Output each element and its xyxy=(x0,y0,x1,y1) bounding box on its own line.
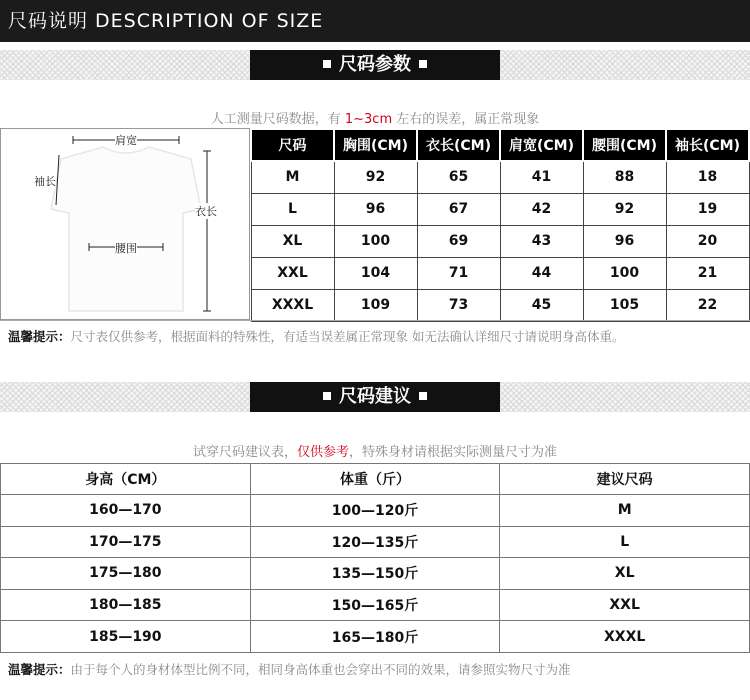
column-header: 体重（斤） xyxy=(250,464,500,495)
table-cell: 42 xyxy=(500,193,583,225)
size-tip: 温馨提示：尺寸表仅供参考，根据面料的特殊性，有适当误差属正常现象 如无法确认详细尺寸请说明身高体重。 xyxy=(8,329,625,344)
column-header: 身高（CM） xyxy=(1,464,251,495)
advice-note: 试穿尺码建议表，仅供参考，特殊身材请根据实际测量尺寸为准 xyxy=(192,445,558,460)
table-cell: 71 xyxy=(417,257,500,289)
table-cell: 104 xyxy=(334,257,417,289)
size-advice-table xyxy=(0,463,750,653)
table-row xyxy=(1,495,750,527)
table-cell: 170—175 xyxy=(1,526,251,558)
table-cell: 92 xyxy=(583,193,666,225)
table-cell: 175—180 xyxy=(1,558,251,590)
column-header: 肩宽(CM) xyxy=(500,129,583,161)
table-cell: 19 xyxy=(666,193,749,225)
table-cell: 73 xyxy=(417,289,500,321)
table-cell: 105 xyxy=(583,289,666,321)
table-cell: 165—180斤 xyxy=(250,621,500,653)
table-row xyxy=(251,161,749,193)
table-row xyxy=(1,589,750,621)
advice-tip: 温馨提示：由于每个人的身材体型比例不同，相同身高体重也会穿出不同的效果，请参照实物尺寸为准 xyxy=(8,662,571,677)
table-cell: 100 xyxy=(334,225,417,257)
square-bullet-icon xyxy=(323,392,331,400)
table-cell: 100—120斤 xyxy=(250,495,500,527)
table-cell: XXXL xyxy=(251,289,334,321)
column-header: 尺码 xyxy=(251,129,334,161)
table-cell: 185—190 xyxy=(1,621,251,653)
table-cell: L xyxy=(500,526,750,558)
table-cell: 45 xyxy=(500,289,583,321)
table-cell: 44 xyxy=(500,257,583,289)
table-cell: 180—185 xyxy=(1,589,251,621)
table-cell: 20 xyxy=(666,225,749,257)
table-cell: XXXL xyxy=(500,621,750,653)
table-cell: 100 xyxy=(583,257,666,289)
table-row xyxy=(251,257,749,289)
column-header: 衣长(CM) xyxy=(417,129,500,161)
square-bullet-icon xyxy=(419,392,427,400)
divider xyxy=(0,320,750,321)
table-row xyxy=(1,621,750,653)
section-header-band xyxy=(0,50,750,80)
table-cell: M xyxy=(500,495,750,527)
table-cell: 43 xyxy=(500,225,583,257)
table-row xyxy=(1,526,750,558)
table-cell: 22 xyxy=(666,289,749,321)
table-cell: 109 xyxy=(334,289,417,321)
table-cell: L xyxy=(251,193,334,225)
label-shoulder: 肩宽 xyxy=(115,134,137,147)
table-cell: 92 xyxy=(334,161,417,193)
table-header-row xyxy=(1,464,750,495)
measurement-note: 人工测量尺码数据，有 1~3cm 左右的误差，属正常现象 xyxy=(210,112,540,127)
table-cell: XXL xyxy=(500,589,750,621)
size-parameter-table xyxy=(250,128,750,322)
column-header: 袖长(CM) xyxy=(666,129,749,161)
square-bullet-icon xyxy=(419,60,427,68)
banner-title: 尺码说明 DESCRIPTION OF SIZE xyxy=(8,10,324,32)
table-cell: 67 xyxy=(417,193,500,225)
table-row xyxy=(1,558,750,590)
table-cell: XXL xyxy=(251,257,334,289)
table-row xyxy=(251,193,749,225)
table-cell: M xyxy=(251,161,334,193)
table-cell: 160—170 xyxy=(1,495,251,527)
page-banner xyxy=(0,0,750,42)
table-cell: 88 xyxy=(583,161,666,193)
tshirt-icon xyxy=(1,129,251,321)
table-cell: 65 xyxy=(417,161,500,193)
table-cell: 150—165斤 xyxy=(250,589,500,621)
section-title-size-advice: 尺码建议 xyxy=(250,382,500,412)
table-cell: XL xyxy=(251,225,334,257)
table-cell: XL xyxy=(500,558,750,590)
column-header: 胸围(CM) xyxy=(334,129,417,161)
table-cell: 69 xyxy=(417,225,500,257)
table-header-row xyxy=(251,129,749,161)
table-row xyxy=(251,225,749,257)
table-cell: 41 xyxy=(500,161,583,193)
table-row xyxy=(251,289,749,321)
label-waist: 腰围 xyxy=(115,242,137,255)
section-header-band xyxy=(0,382,750,412)
table-cell: 96 xyxy=(334,193,417,225)
tshirt-diagram xyxy=(0,128,250,320)
table-cell: 21 xyxy=(666,257,749,289)
column-header: 建议尺码 xyxy=(500,464,750,495)
section-title-size-params: 尺码参数 xyxy=(250,50,500,80)
square-bullet-icon xyxy=(323,60,331,68)
table-cell: 96 xyxy=(583,225,666,257)
table-cell: 18 xyxy=(666,161,749,193)
column-header: 腰围(CM) xyxy=(583,129,666,161)
label-sleeve: 袖长 xyxy=(34,175,56,188)
table-cell: 135—150斤 xyxy=(250,558,500,590)
table-cell: 120—135斤 xyxy=(250,526,500,558)
label-length: 衣长 xyxy=(195,205,217,218)
